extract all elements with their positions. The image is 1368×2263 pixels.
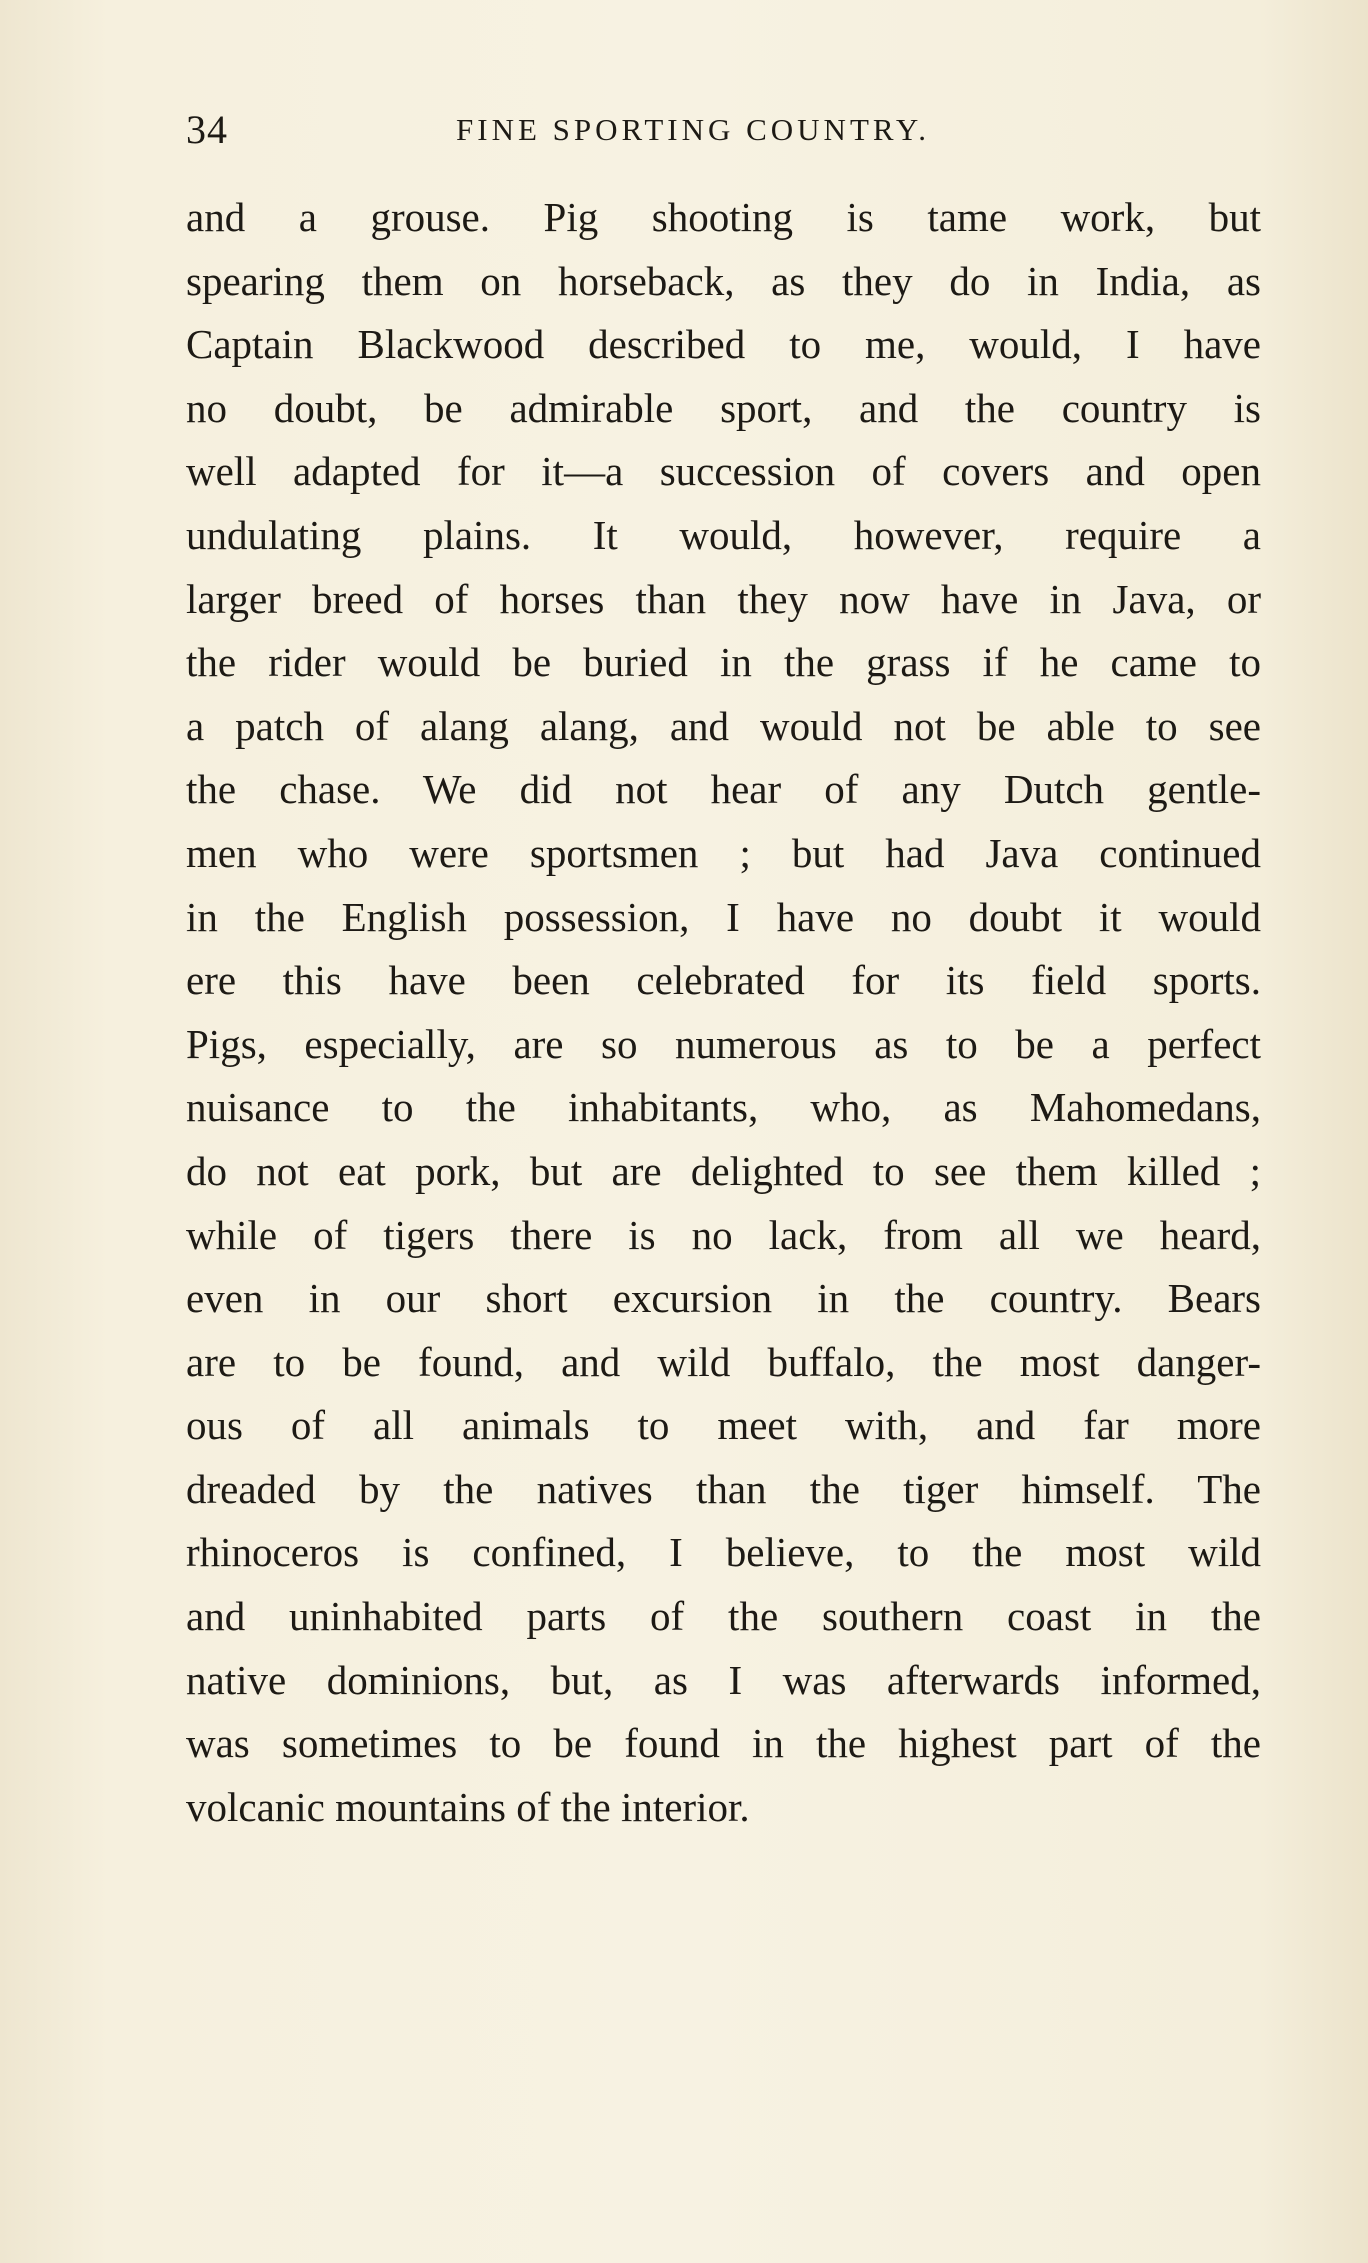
text-line: and uninhabited parts of the southern coast in the <box>186 1593 1261 1640</box>
text-line: ous of all animals to meet with, and far more <box>186 1402 1261 1449</box>
text-line: native dominions, but, as I was afterwards informed, <box>186 1656 1261 1703</box>
running-head <box>186 106 1266 154</box>
text-line: ere this have been celebrated for its field sports. <box>186 957 1261 1004</box>
text-line: while of tigers there is no lack, from all we heard, <box>186 1211 1261 1258</box>
text-line: volcanic mountains of the interior. <box>186 1783 750 1830</box>
text-line: men who were sportsmen ; but had Java continued <box>186 829 1261 876</box>
text-line: rhinoceros is confined, I believe, to the most wild <box>186 1529 1261 1576</box>
text-line: are to be found, and wild buffalo, the most danger- <box>186 1338 1261 1385</box>
text-line: well adapted for it—a succession of covers and open <box>186 448 1261 495</box>
page-number: 34 <box>186 107 228 152</box>
text-line: dreaded by the natives than the tiger himself. The <box>186 1465 1261 1512</box>
text-line: the rider would be buried in the grass if he came to <box>186 639 1261 686</box>
text-line: Pigs, especially, are so numerous as to be a perfect <box>186 1020 1261 1067</box>
text-line: even in our short excursion in the country. Bears <box>186 1275 1261 1322</box>
text-line: a patch of alang alang, and would not be able to see <box>186 702 1261 749</box>
text-line: the chase. We did not hear of any Dutch gentle- <box>186 766 1261 813</box>
text-line: undulating plains. It would, however, require a <box>186 511 1261 558</box>
text-line: no doubt, be admirable sport, and the country is <box>186 384 1261 431</box>
text-line: spearing them on horseback, as they do in India, as <box>186 257 1261 304</box>
text-line: and a grouse. Pig shooting is tame work, but <box>186 194 1261 240</box>
running-title: FINE SPORTING COUNTRY. <box>456 112 930 147</box>
text-line: Captain Blackwood described to me, would, I have <box>186 321 1261 368</box>
text-line: nuisance to the inhabitants, who, as Mahomedans, <box>186 1084 1261 1131</box>
text-line: do not eat pork, but are delighted to see them killed ; <box>186 1147 1261 1194</box>
show-through-texture <box>520 1830 1280 2090</box>
text-line: larger breed of horses than they now have in Java, or <box>186 575 1261 622</box>
body-text <box>186 186 1261 1839</box>
text-line: in the English possession, I have no doubt it would <box>186 893 1261 940</box>
text-line: was sometimes to be found in the highest part of the <box>186 1720 1261 1767</box>
